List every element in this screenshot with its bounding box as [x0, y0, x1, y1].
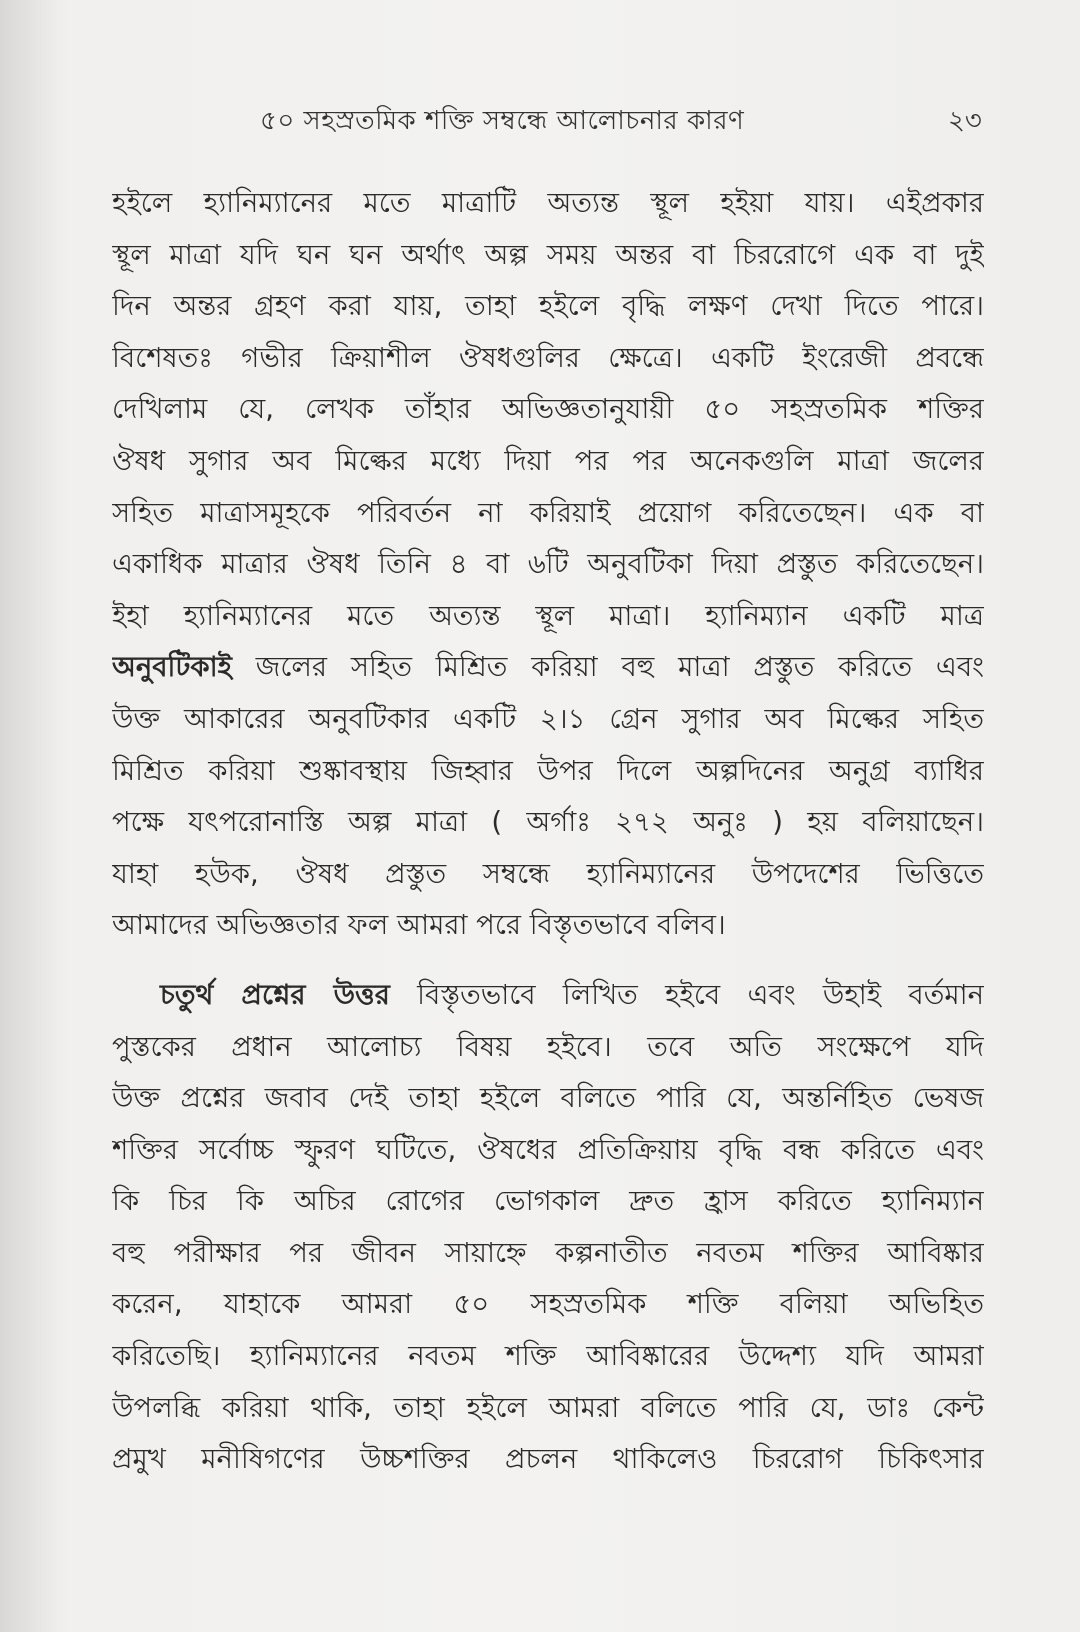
text-line: কি চির কি অচির রোগের ভোগকাল দ্রুত হ্রাস করিতে হ্যানিম্যান	[112, 1185, 984, 1218]
text-line: মিশ্রিত করিয়া শুষ্কাবস্থায় জিহ্বার উপর দিলে অল্পদিনের অনুগ্র ব্যাধির	[112, 754, 984, 787]
text-line: ঔষধ সুগার অব মিল্কের মধ্যে দিয়া পর পর অনেকগুলি মাত্রা জলের	[112, 444, 984, 477]
text-line: হইলে হ্যানিম্যানের মতে মাত্রাটি অত্যন্ত স্থূল হইয়া যায়। এইপ্রকার	[112, 187, 984, 219]
gutter-shadow	[0, 0, 70, 1632]
text-line: প্রমুখ মনীষিগণের উচ্চশক্তির প্রচলন থাকিলেও চিররোগ চিকিৎসার	[112, 1443, 984, 1476]
text-line: উক্ত আকারের অনুবটিকার একটি ২।১ গ্রেন সুগার অব মিল্কের সহিত	[112, 702, 984, 735]
bold-phrase: চতুর্থ প্রশ্নের উত্তর	[160, 978, 390, 1011]
text-line: স্থূল মাত্রা যদি ঘন ঘন অর্থাৎ অল্প সময় অন্তর বা চিররোগে এক বা দুই	[112, 238, 984, 271]
text-line	[112, 970, 984, 1022]
text-line: উপলব্ধি করিয়া থাকি, তাহা হইলে আমরা বলিতে পারি যে, ডাঃ কেন্ট	[112, 1391, 984, 1424]
text-line: উক্ত প্রশ্নের জবাব দেই তাহা হইলে বলিতে পারি যে, অন্তর্নিহিত ভেষজ	[112, 1082, 984, 1115]
text-line: সহিত মাত্রাসমূহকে পরিবর্তন না করিয়াই প্রয়োগ করিতেছেন। এক বা	[112, 496, 984, 529]
running-header: ৫০ সহস্রতমিক শক্তি সম্বন্ধে আলোচনার কারণ	[260, 106, 745, 136]
bold-phrase: অনুবটিকাই	[112, 651, 232, 684]
text-line: দেখিলাম যে, লেখক তাঁহার অভিজ্ঞতানুযায়ী ৫০ সহস্রতমিক শক্তির	[112, 393, 984, 426]
text-line: শক্তির সর্বোচ্চ স্ফুরণ ঘটিতে, ঔষধের প্রতিক্রিয়ায় বৃদ্ধি বন্ধ করিতে এবং	[112, 1133, 984, 1166]
text-line: পুস্তকের প্রধান আলোচ্য বিষয় হইবে। তবে অতি সংক্ষেপে যদি	[112, 1030, 984, 1063]
text-line: আমাদের অভিজ্ঞতার ফল আমরা পরে বিস্তৃতভাবে বলিব।	[112, 909, 726, 942]
text-line: বহু পরীক্ষার পর জীবন সায়াহ্নে কল্পনাতীত নবতম শক্তির আবিষ্কার	[112, 1236, 984, 1269]
text-run: জলের সহিত মিশ্রিত করিয়া বহু মাত্রা প্রস্তুত করিতে এবং	[231, 651, 984, 684]
paragraph-gap	[112, 952, 984, 970]
text-line: একাধিক মাত্রার ঔষধ তিনি ৪ বা ৬টি অনুবটিকা দিয়া প্রস্তুত করিতেছেন।	[112, 548, 984, 581]
text-line: দিন অন্তর গ্রহণ করা যায়, তাহা হইলে বৃদ্ধি লক্ষণ দেখা দিতে পারে।	[112, 290, 984, 323]
page-number: ২৩	[948, 106, 982, 136]
text-line: করেন, যাহাকে আমরা ৫০ সহস্রতমিক শক্তি বলিয়া অভিহিত	[112, 1288, 984, 1321]
text-line: যাহা হউক, ঔষধ প্রস্তুত সম্বন্ধে হ্যানিম্যানের উপদেশের ভিত্তিতে	[112, 857, 984, 890]
text-line: বিশেষতঃ গভীর ক্রিয়াশীল ঔষধগুলির ক্ষেত্রে। একটি ইংরেজী প্রবন্ধে	[112, 341, 984, 374]
body-text	[112, 178, 984, 1486]
text-run: বিস্তৃতভাবে লিখিত হইবে এবং উহাই বর্তমান	[389, 978, 984, 1011]
text-line: ইহা হ্যানিম্যানের মতে অত্যন্ত স্থূল মাত্রা। হ্যানিম্যান একটি মাত্র	[112, 599, 984, 632]
text-line: পক্ষে যৎপরোনাস্তি অল্প মাত্রা ( অর্গাঃ ২৭২ অনুঃ ) হয় বলিয়াছেন।	[112, 806, 984, 839]
text-line	[112, 642, 984, 694]
text-line: করিতেছি। হ্যানিম্যানের নবতম শক্তি আবিষ্কারের উদ্দেশ্য যদি আমরা	[112, 1340, 984, 1373]
